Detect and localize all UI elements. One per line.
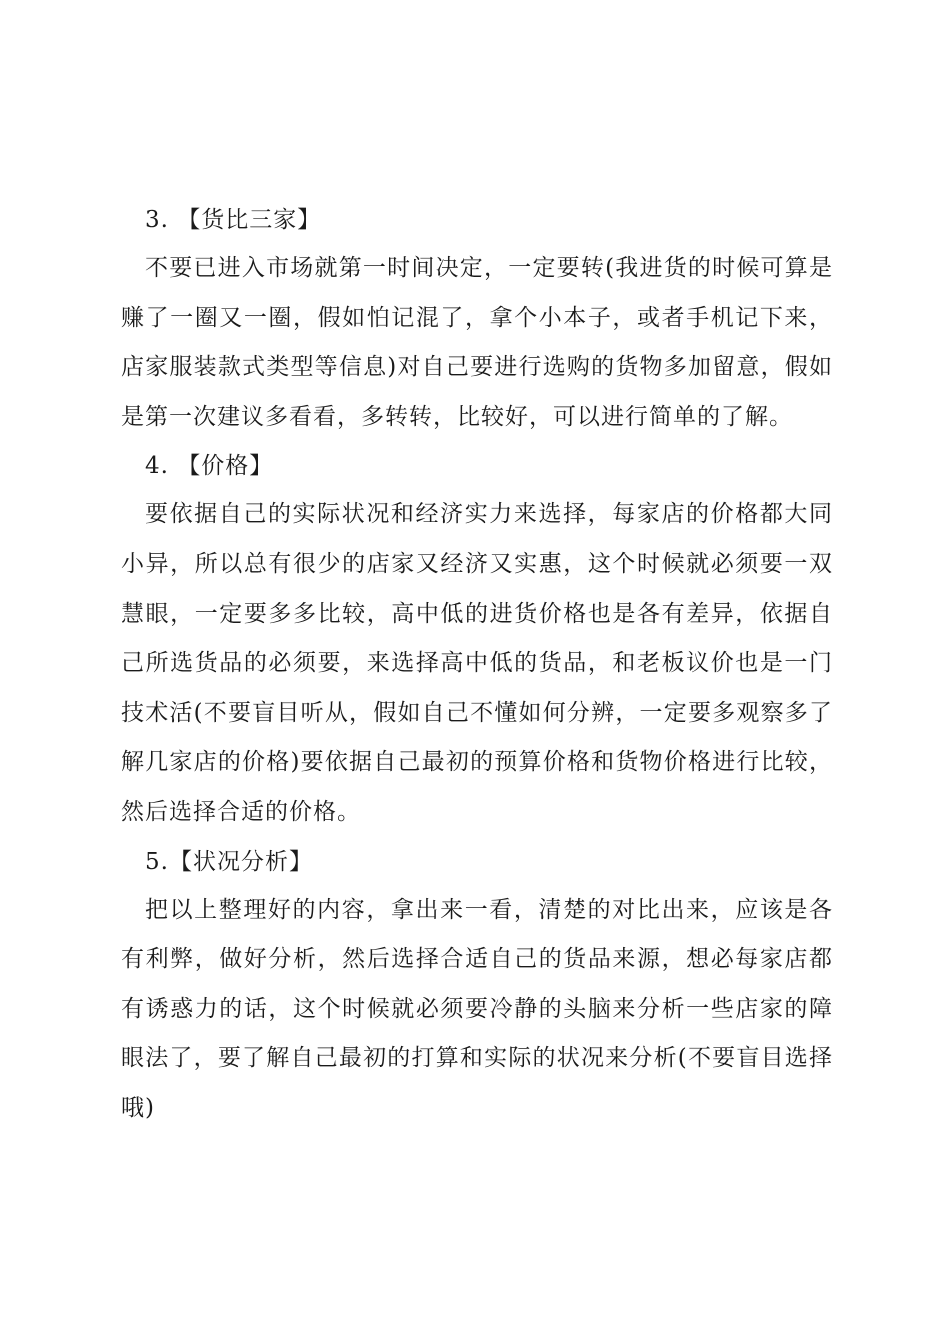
document-page — [121, 196, 833, 1134]
section-body-compare-shops: 不要已进入市场就第一时间决定，一定要转(我进货的时候可算是赚了一圈又一圈，假如怕记混了，拿个小本子，或者手机记下来，店家服装款式类型等信息)对自己要进行选购的货物多加留意，假如是第一次建议多看看，多转转，比较好，可以进行简单的了解。 — [121, 255, 833, 430]
section-body-analysis: 把以上整理好的内容，拿出来一看，清楚的对比出来，应该是各有利弊，做好分析，然后选择合适自己的货品来源，想必每家店都有诱惑力的话，这个时候就必须要冷静的头脑来分析一些店家的障眼法了，要了解自己最初的打算和实际的状况来分析(不要盲目选择哦) — [121, 896, 833, 1121]
section-body-price: 要依据自己的实际状况和经济实力来选择，每家店的价格都大同小异，所以总有很少的店家又经济又实惠，这个时候就必须要一双慧眼，一定要多多比较，高中低的进货价格也是各有差异，依据自己所选货品的必须要，来选择高中低的货品，和老板议价也是一门技术活(不要盲目听从，假如自己不懂如何分辨，一定要多观察多了解几家店的价格)要依据自己最初的预算价格和货物价格进行比较，然后选择合适的价格。 — [121, 501, 833, 825]
section-heading-price: 4. 【价格】 — [145, 453, 274, 480]
section-heading-compare-shops: 3. 【货比三家】 — [145, 207, 322, 233]
section-heading-analysis: 5.【状况分析】 — [145, 848, 313, 875]
